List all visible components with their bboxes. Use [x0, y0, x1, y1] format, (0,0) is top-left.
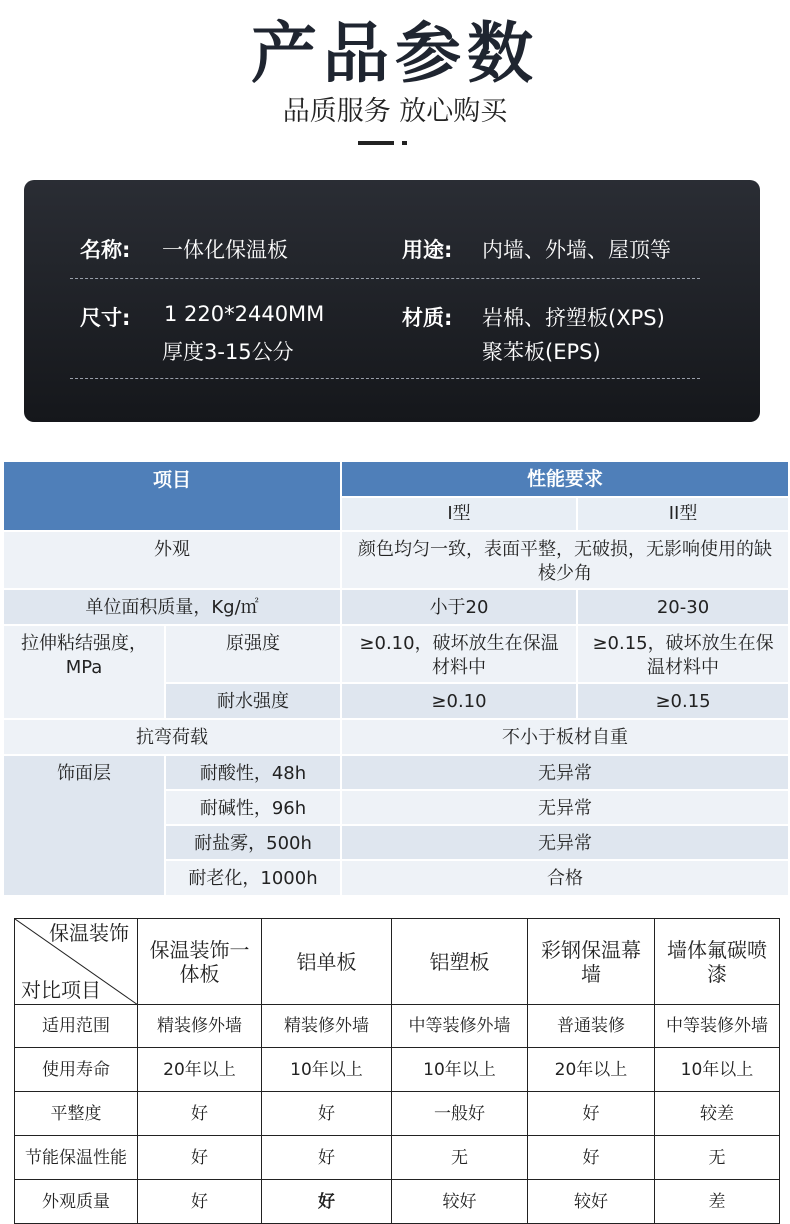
title-underline — [358, 141, 394, 145]
table-cell: 无 — [392, 1136, 528, 1180]
page-subtitle: 品质服务 放心购买 — [282, 96, 508, 127]
finish-aging: 耐老化，1000h — [165, 860, 341, 896]
table-cell: 10年以上 — [655, 1048, 780, 1092]
type-1-header: I型 — [341, 497, 577, 531]
mass-type1: 小于20 — [341, 589, 577, 625]
header-item: 项目 — [3, 461, 341, 531]
table-cell: 较好 — [528, 1180, 655, 1224]
column-header: 彩钢保温幕墙 — [528, 919, 655, 1005]
table-cell: 好 — [138, 1092, 262, 1136]
tensile-water-type1: ≥0.10 — [341, 683, 577, 719]
table-cell: 中等装修外墙 — [655, 1005, 780, 1048]
tensile-original: 原强度 — [165, 625, 341, 683]
bending-item: 抗弯荷载 — [3, 719, 341, 755]
appearance-value: 颜色均匀一致，表面平整，无破损，无影响使用的缺棱少角 — [341, 531, 789, 589]
table-cell: 好 — [528, 1136, 655, 1180]
finish-aging-value: 合格 — [341, 860, 789, 896]
table-cell: 好 — [528, 1092, 655, 1136]
corner-top-label: 保温装饰 — [49, 921, 129, 945]
row-label: 平整度 — [15, 1092, 138, 1136]
table-cell: 较差 — [655, 1092, 780, 1136]
comparison-table — [14, 918, 780, 1224]
performance-table — [2, 460, 790, 897]
name-value: 一体化保温板 — [162, 238, 288, 262]
finish-acid: 耐酸性，48h — [165, 755, 341, 790]
column-header: 铝塑板 — [392, 919, 528, 1005]
bending-value: 不小于板材自重 — [341, 719, 789, 755]
use-value: 内墙、外墙、屋顶等 — [482, 238, 671, 262]
table-cell: 较好 — [392, 1180, 528, 1224]
row-label: 节能保温性能 — [15, 1136, 138, 1180]
tensile-original-type1: ≥0.10，破坏放生在保温材料中 — [341, 625, 577, 683]
type-2-header: II型 — [577, 497, 789, 531]
comparison-corner-cell — [15, 919, 138, 1005]
table-cell: 普通装修 — [528, 1005, 655, 1048]
finish-salt-value: 无异常 — [341, 825, 789, 860]
finish-acid-value: 无异常 — [341, 755, 789, 790]
size-value: 1 220*2440MM — [164, 302, 325, 326]
column-header: 保温装饰一体板 — [138, 919, 262, 1005]
material-label: 材质: — [402, 306, 453, 330]
name-label: 名称: — [80, 238, 131, 262]
table-cell: 好 — [262, 1136, 392, 1180]
header-requirement: 性能要求 — [341, 461, 789, 497]
finish-alkali: 耐碱性，96h — [165, 790, 341, 825]
table-cell: 好 — [138, 1136, 262, 1180]
table-cell: 10年以上 — [262, 1048, 392, 1092]
finish-salt: 耐盐雾，500h — [165, 825, 341, 860]
finish-alkali-value: 无异常 — [341, 790, 789, 825]
spec-card — [24, 180, 760, 422]
use-label: 用途: — [402, 238, 453, 262]
tensile-water-type2: ≥0.15 — [577, 683, 789, 719]
thickness-value: 厚度3-15公分 — [162, 340, 294, 364]
finish-item: 饰面层 — [3, 755, 165, 896]
row-label: 适用范围 — [15, 1005, 138, 1048]
table-cell: 20年以上 — [138, 1048, 262, 1092]
table-cell: 精装修外墙 — [262, 1005, 392, 1048]
table-cell: 10年以上 — [392, 1048, 528, 1092]
table-cell: 精装修外墙 — [138, 1005, 262, 1048]
column-header: 铝单板 — [262, 919, 392, 1005]
tensile-original-type2: ≥0.15，破坏放生在保温材料中 — [577, 625, 789, 683]
card-divider — [70, 278, 700, 279]
mass-item: 单位面积质量，Kg/㎡ — [3, 589, 341, 625]
card-divider — [70, 378, 700, 379]
corner-bottom-label: 对比项目 — [21, 978, 101, 1002]
tensile-item: 拉伸粘结强度，MPa — [3, 625, 165, 719]
row-label: 使用寿命 — [15, 1048, 138, 1092]
table-cell: 差 — [655, 1180, 780, 1224]
material-value-1: 岩棉、挤塑板(XPS) — [482, 306, 665, 330]
mass-type2: 20-30 — [577, 589, 789, 625]
appearance-item: 外观 — [3, 531, 341, 589]
title-underline-dot — [402, 141, 407, 145]
table-cell: 20年以上 — [528, 1048, 655, 1092]
size-label: 尺寸: — [80, 306, 131, 330]
material-value-2: 聚苯板(EPS) — [482, 340, 601, 364]
table-cell: 好 — [262, 1092, 392, 1136]
table-cell: 无 — [655, 1136, 780, 1180]
table-cell: 一般好 — [392, 1092, 528, 1136]
row-label: 外观质量 — [15, 1180, 138, 1224]
page-title: 产品参数 — [251, 15, 539, 92]
table-cell: 中等装修外墙 — [392, 1005, 528, 1048]
column-header: 墙体氟碳喷漆 — [655, 919, 780, 1005]
table-cell: 好 — [262, 1180, 392, 1224]
tensile-water: 耐水强度 — [165, 683, 341, 719]
table-cell: 好 — [138, 1180, 262, 1224]
